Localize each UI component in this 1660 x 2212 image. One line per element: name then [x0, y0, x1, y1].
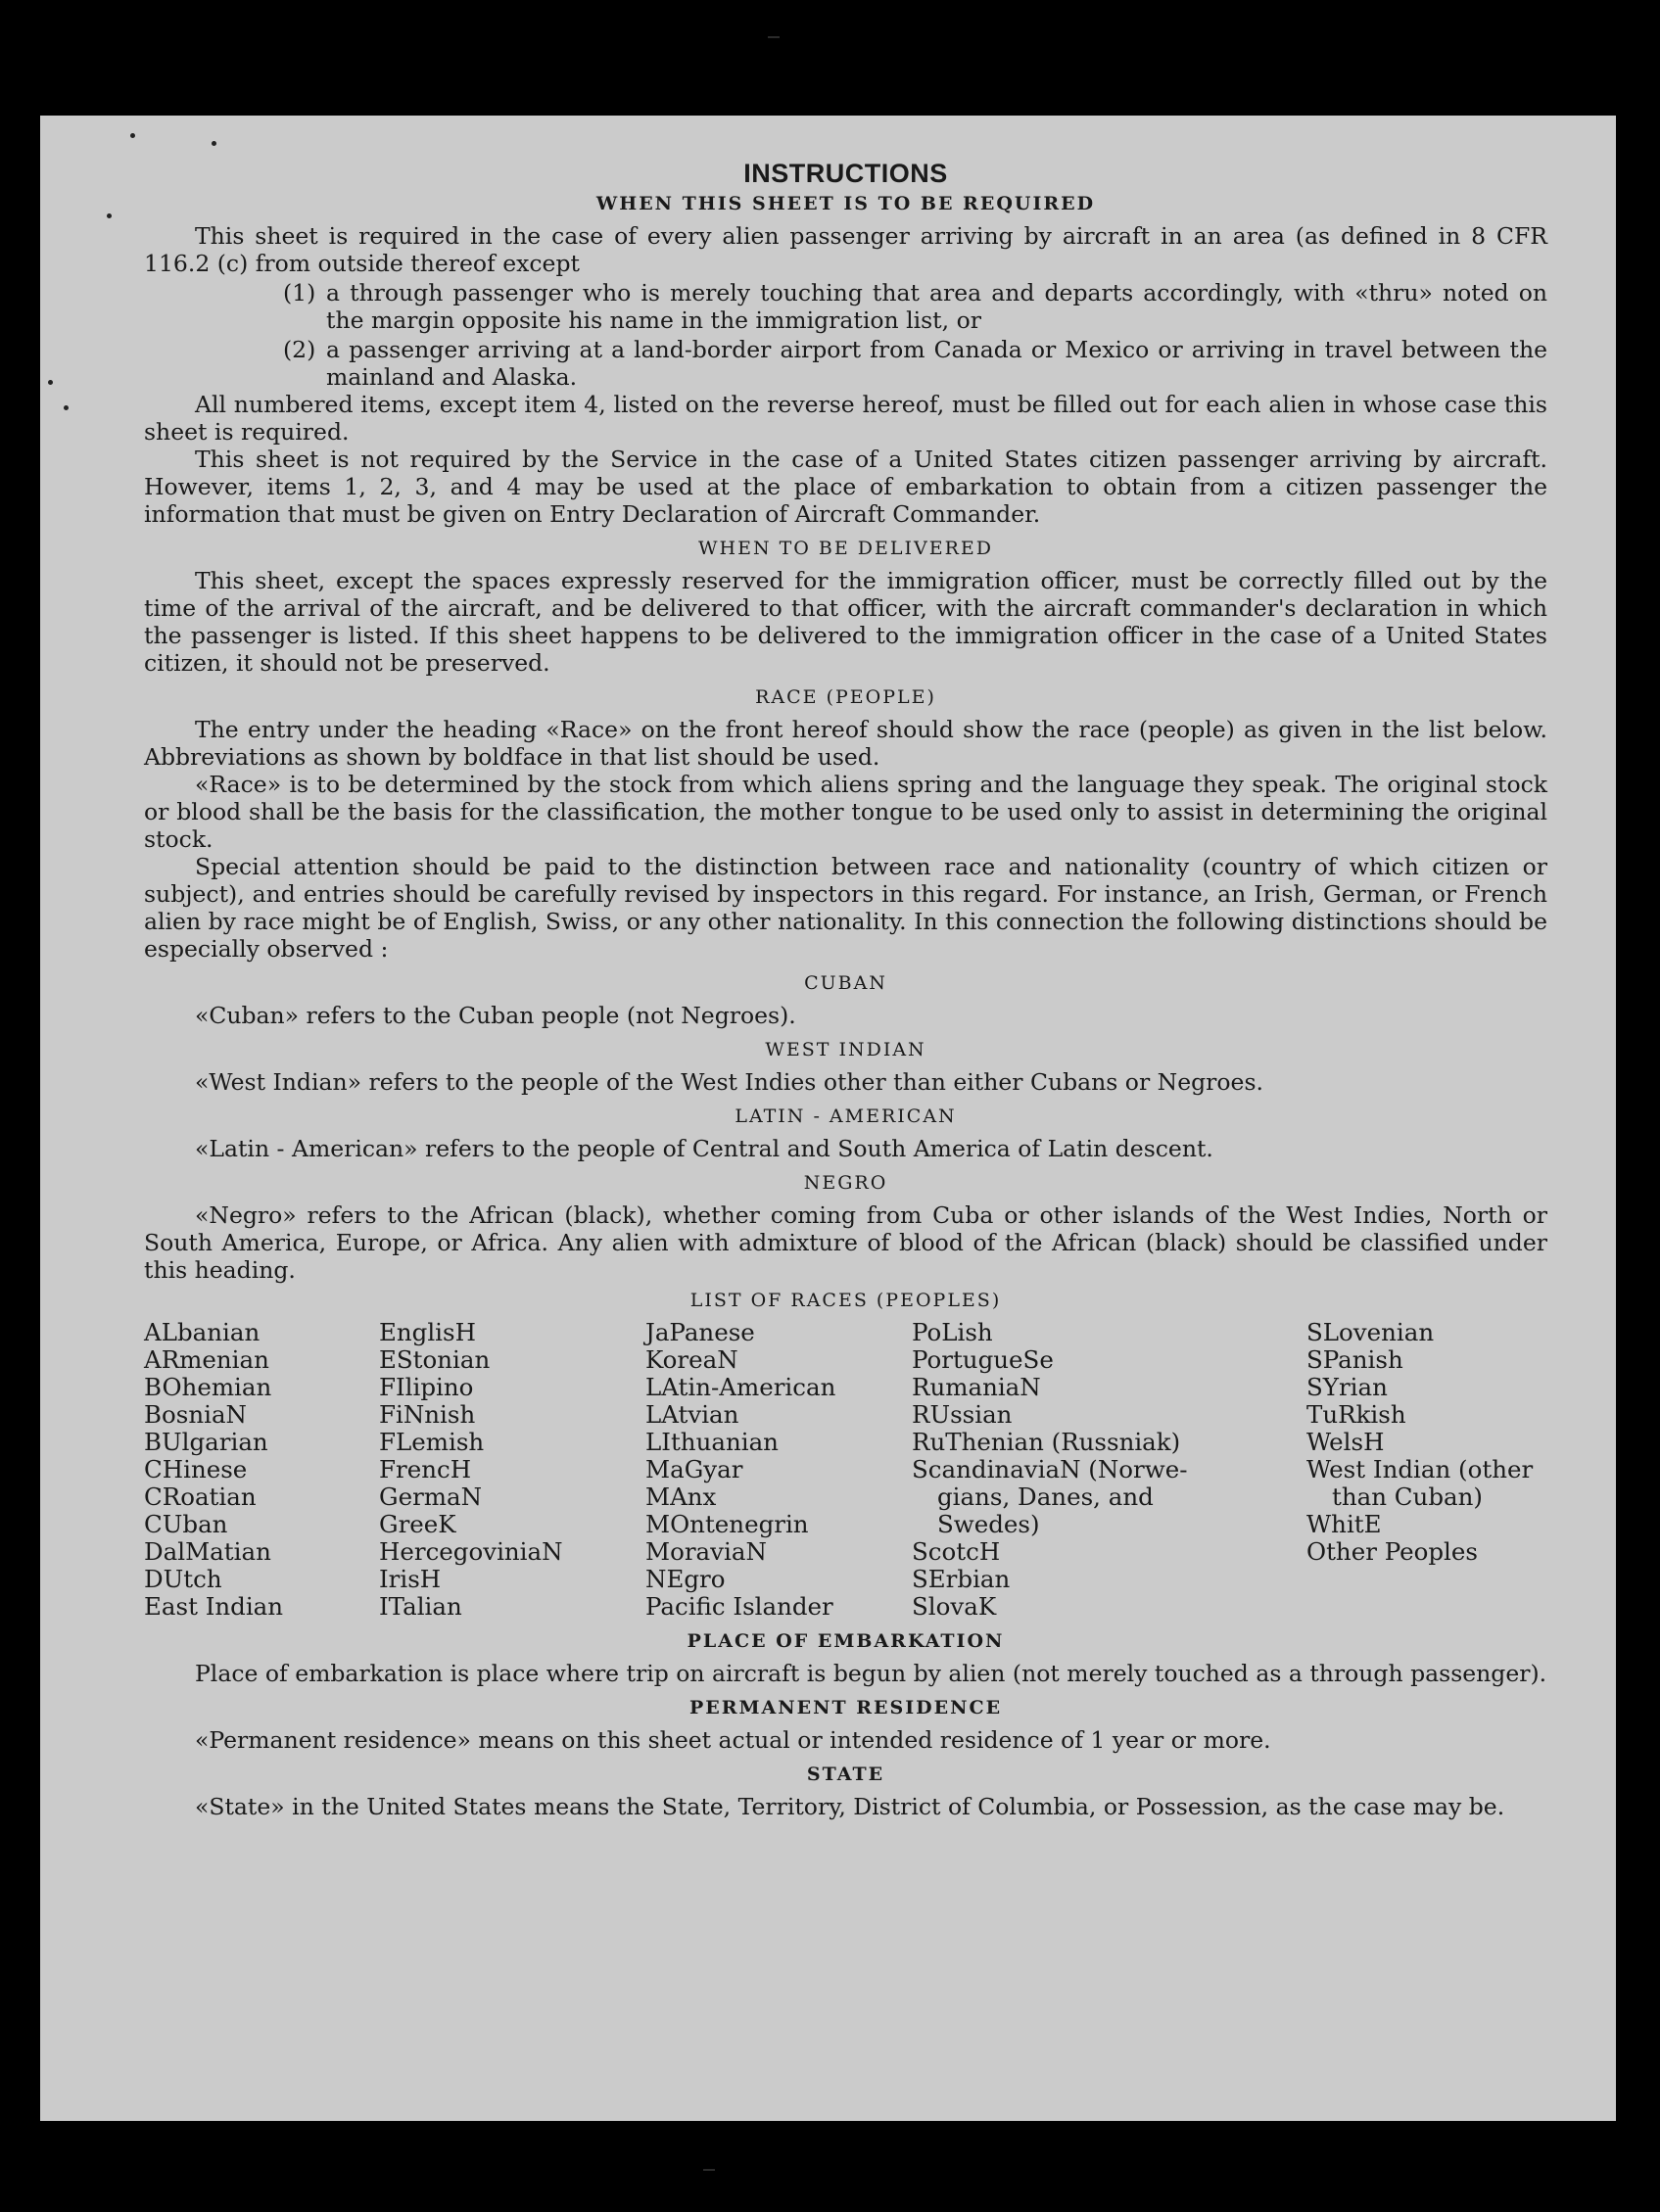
race-item: MAnx	[645, 1483, 717, 1511]
race-column-2	[379, 1319, 645, 1621]
race-item: ScandinaviaN (Norwe-	[912, 1455, 1188, 1483]
race-item: WhitE	[1306, 1510, 1382, 1538]
race-item: SYrian	[1306, 1373, 1388, 1401]
race-paragraph-3: Special attention should be paid to the distinction between race and nationality (country of which citizen or subject), and entries should be carefully revised by inspectors in this regard. For instance, an Irish, German, or French alien by race might be of English, Swiss, or any other nationality. In this connection the following distinctions should be especially observed :	[144, 853, 1547, 963]
race-paragraph-1: The entry under the heading «Race» on the front hereof should show the race (people) as given in the list below. Abbreviations as shown by boldface in that list should be used.	[144, 716, 1547, 771]
heading-when-delivered: WHEN TO BE DELIVERED	[697, 538, 994, 559]
race-item: DUtch	[144, 1565, 222, 1593]
top-scan-mark	[768, 36, 780, 38]
race-item: West Indian (other	[1306, 1455, 1534, 1483]
race-item: SlovaK	[912, 1592, 997, 1621]
race-item: ARmenian	[144, 1345, 269, 1374]
race-item: BosniaN	[144, 1400, 247, 1429]
not-required-paragraph: This sheet is not required by the Service in the case of a United States citizen passenger arriving by aircraft. However, items 1, 2, 3, and 4 may be used at the place of embarkation to obtain from a citizen passenger the information that must be given on Entry Declaration of Aircraft Commander.	[144, 446, 1547, 528]
race-item: FLemish	[379, 1428, 485, 1456]
item-number: (2)	[283, 336, 316, 363]
west-indian-paragraph: «West Indian» refers to the people of the West Indies other than either Cubans or Negroes.	[195, 1068, 1263, 1096]
heading-state: STATE	[806, 1764, 885, 1785]
race-item: Pacific Islander	[645, 1592, 833, 1621]
heading-west-indian: WEST INDIAN	[765, 1039, 926, 1060]
race-item: MoraviaN	[645, 1537, 767, 1566]
race-item: SErbian	[912, 1565, 1011, 1593]
list-of-races	[144, 1319, 1547, 1621]
race-item: RuThenian (Russniak)	[912, 1428, 1181, 1456]
race-item: KoreaN	[645, 1345, 738, 1374]
race-item: FiNnish	[379, 1400, 476, 1429]
item-number: (1)	[283, 279, 316, 306]
race-item: GermaN	[379, 1483, 483, 1511]
race-item: ITalian	[379, 1592, 462, 1621]
race-item: ALbanian	[144, 1318, 261, 1346]
bottom-scan-mark	[703, 2169, 715, 2171]
item-text: a passenger arriving at a land-border airport from Canada or Mexico or arriving in travel between the mainland and Alaska.	[326, 336, 1547, 391]
instruction-sheet	[40, 116, 1616, 2121]
race-item: EnglisH	[379, 1318, 476, 1346]
speck	[64, 405, 69, 410]
heading-place-of-embarkation: PLACE OF EMBARKATION	[687, 1630, 1005, 1652]
race-column-1	[144, 1319, 379, 1621]
race-item: RumaniaN	[912, 1373, 1041, 1401]
race-column-4	[912, 1319, 1306, 1621]
race-item: DalMatian	[144, 1537, 271, 1566]
race-item: FIlipino	[379, 1373, 474, 1401]
race-column-5	[1306, 1319, 1551, 1621]
exception-item-2	[283, 336, 1547, 391]
heading-permanent-residence: PERMANENT RESIDENCE	[688, 1697, 1003, 1718]
race-item: JaPanese	[645, 1318, 755, 1346]
race-item: Other Peoples	[1306, 1537, 1478, 1566]
race-item: LAtvian	[645, 1400, 739, 1429]
heading-when-required: WHEN THIS SHEET IS TO BE REQUIRED	[595, 193, 1096, 214]
delivered-paragraph: This sheet, except the spaces expressly reserved for the immigration officer, must be correctly filled out by the time of the arrival of the aircraft, and be delivered to that officer, with the aircraft commander's declaration in which the passenger is listed. If this sheet happens to be delivered to the immigration officer in the case of a United States citizen, it should not be preserved.	[144, 567, 1547, 677]
race-item: NEgro	[645, 1565, 726, 1593]
required-intro: This sheet is required in the case of every alien passenger arriving by aircraft in an area (as defined in 8 CFR 116.2 (c) from outside thereof except	[144, 222, 1547, 277]
race-item: CUban	[144, 1510, 228, 1538]
residence-paragraph: «Permanent residence» means on this sheet actual or intended residence of 1 year or more.	[195, 1726, 1271, 1754]
exception-item-1	[283, 279, 1547, 334]
heading-cuban: CUBAN	[804, 972, 887, 994]
race-item: PoLish	[912, 1318, 993, 1346]
speck	[212, 141, 216, 146]
cuban-paragraph: «Cuban» refers to the Cuban people (not Negroes).	[195, 1002, 796, 1029]
heading-latin-american: LATIN - AMERICAN	[735, 1106, 957, 1127]
race-item: LAtin-American	[645, 1373, 836, 1401]
race-item: CRoatian	[144, 1483, 257, 1511]
race-item: WelsH	[1306, 1428, 1385, 1456]
heading-race: RACE (PEOPLE)	[755, 686, 936, 708]
race-item: HercegoviniaN	[379, 1537, 563, 1566]
race-item-continued: gians, Danes, and	[937, 1483, 1154, 1511]
race-item-continued: than Cuban)	[1332, 1483, 1483, 1511]
speck	[130, 133, 135, 138]
race-item: BOhemian	[144, 1373, 272, 1401]
speck	[107, 213, 112, 218]
race-item: GreeK	[379, 1510, 456, 1538]
race-item: CHinese	[144, 1455, 248, 1483]
race-item: BUlgarian	[144, 1428, 268, 1456]
page-title: INSTRUCTIONS	[743, 159, 948, 188]
race-item-continued: Swedes)	[937, 1510, 1040, 1538]
speck	[48, 380, 53, 385]
race-item: EStonian	[379, 1345, 491, 1374]
race-item: LIthuanian	[645, 1428, 779, 1456]
race-item: SPanish	[1306, 1345, 1403, 1374]
race-item: SLovenian	[1306, 1318, 1435, 1346]
embarkation-paragraph: Place of embarkation is place where trip on aircraft is begun by alien (not merely touched as a through passenger).	[195, 1660, 1547, 1687]
numbered-items-paragraph: All numbered items, except item 4, listed on the reverse hereof, must be filled out for each alien in whose case this sheet is required.	[144, 391, 1547, 446]
race-item: RUssian	[912, 1400, 1013, 1429]
race-item: IrisH	[379, 1565, 442, 1593]
negro-paragraph: «Negro» refers to the African (black), whether coming from Cuba or other islands of the West Indies, North or South America, Europe, or Africa. Any alien with admixture of blood of the African (black) should be classified under this heading.	[144, 1201, 1547, 1284]
race-item: ScotcH	[912, 1537, 1001, 1566]
state-paragraph: «State» in the United States means the State, Territory, District of Columbia, or Possession, as the case may be.	[195, 1793, 1505, 1820]
heading-list-of-races: LIST OF RACES (PEOPLES)	[689, 1290, 1002, 1311]
race-item: MaGyar	[645, 1455, 743, 1483]
race-column-3	[645, 1319, 912, 1621]
race-item: MOntenegrin	[645, 1510, 809, 1538]
race-item: PortugueSe	[912, 1345, 1054, 1374]
race-item: FrencH	[379, 1455, 472, 1483]
race-item: TuRkish	[1306, 1400, 1406, 1429]
item-text: a through passenger who is merely touching that area and departs accordingly, with «thru» noted on the margin opposite his name in the immigration list, or	[326, 279, 1547, 334]
heading-negro: NEGRO	[803, 1172, 888, 1194]
race-paragraph-2: «Race» is to be determined by the stock from which aliens spring and the language they speak. The original stock or blood shall be the basis for the classification, the mother tongue to be used only to assist in determining the original stock.	[144, 771, 1547, 853]
latin-american-paragraph: «Latin - American» refers to the people of Central and South America of Latin descent.	[195, 1135, 1213, 1162]
race-item: East Indian	[144, 1592, 284, 1621]
